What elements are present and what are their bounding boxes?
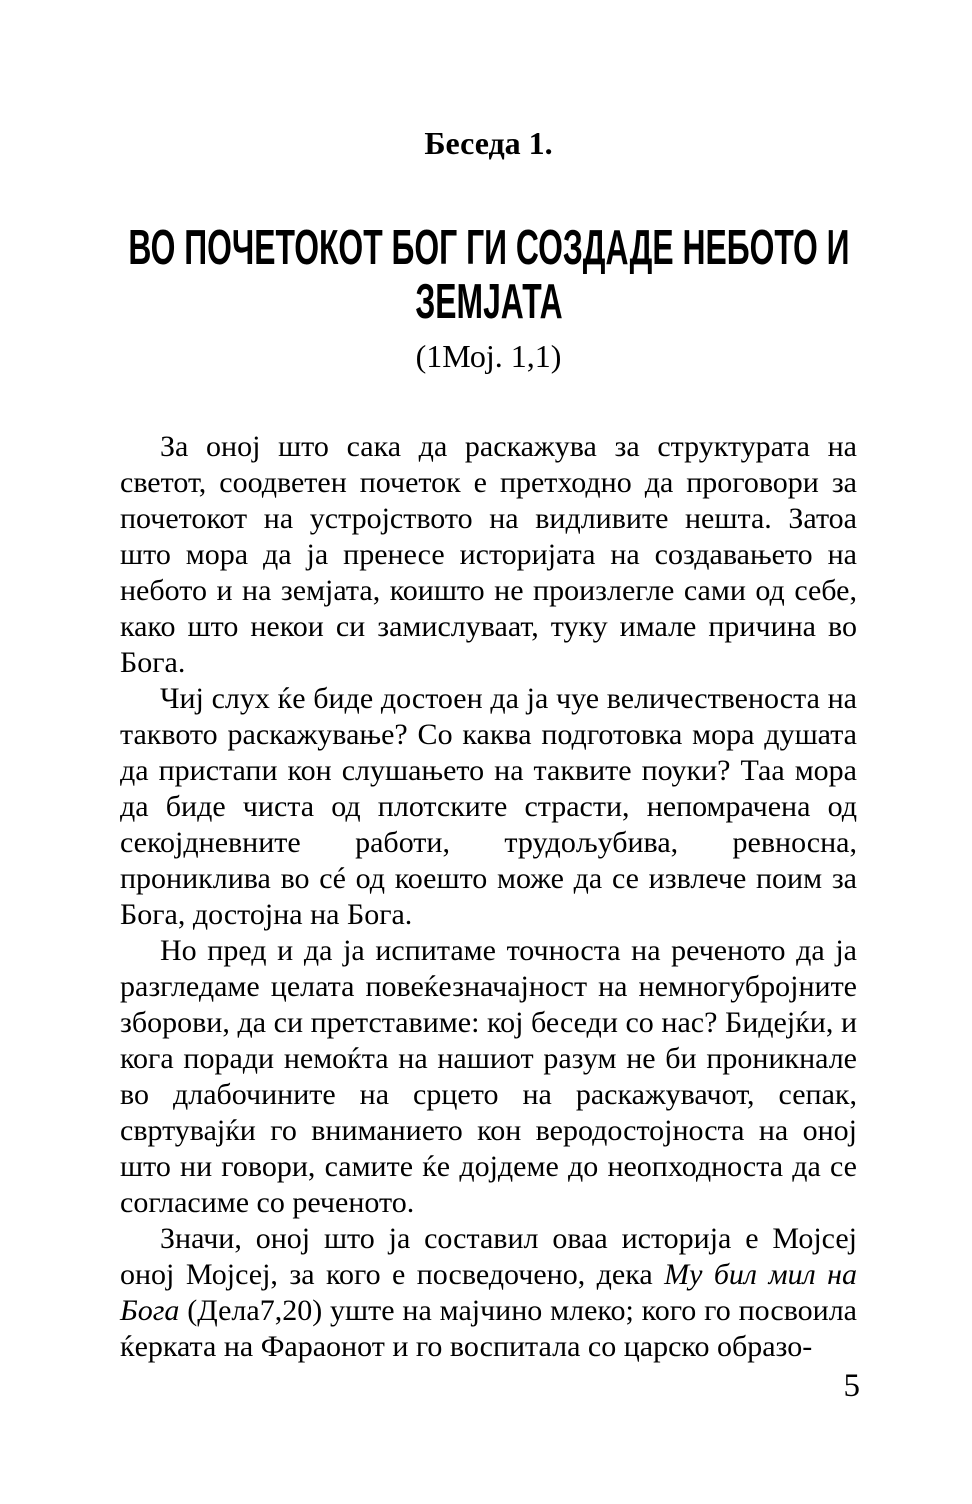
body-paragraph-4 [120, 1221, 857, 1365]
chapter-title-line-1: ВО ПОЧЕТОКОТ БОГ ГИ СОЗДАДЕ НЕБОТО И [128, 221, 850, 275]
body-paragraph-2: Чиј слух ќе биде достоен да ја чуе величественоста на таквото раскажување? Со каква подготовка мора душата да пристапи кон слушањето на таквите поуки? Таа мора да биде чиста од плотските страсти, непомрачена од секојдневните работи, трудољубива, ревносна, прониклива во сé од коешто може да се извлече поим за Бога, достојна на Бога. [120, 682, 857, 931]
body-text [120, 429, 857, 1365]
chapter-heading: Беседа 1. [424, 125, 553, 161]
paragraph-4-segment-regular-1: Значи, оној што ја составил оваа историја е Мојсеј оној Мојсеј, за кого е посведочено, дека [120, 1222, 857, 1291]
paragraph-4-segment-regular-2: (Дела7,20) уште на мајчино млеко; кого го посвоила ќерката на Фараонот и го воспитала со царско образо- [120, 1294, 857, 1363]
body-paragraph-1: За оној што сака да раскажува за структурата на светот, соодветен почеток е претходно да проговори за почетокот на устројството на видливите нешта. Затоа што мора да ја пренесе историјата на создавањето на небото и на земјата, коишто не произлегле сами од себе, како што некои си замислуваат, туку имале причина во Бога. [120, 430, 857, 679]
page-number: 5 [843, 1368, 860, 1404]
paragraph-4-segment-italic-quote: Му бил мил на Бога [120, 1258, 857, 1327]
chapter-title [102, 221, 876, 329]
body-paragraph-3: Но пред и да ја испитаме точноста на реченото да ја разгледаме целата повеќезначајност на немногубројните зборови, да си претставиме: кој беседи со нас? Бидејќи, и кога поради немоќта на нашиот разум не би проникнале во длабочините на срцето на раскажувачот, сепак, свртувајќи го вниманието кон веродостојноста на оној што ни говори, самите ќе дојдеме до неопходноста да се согласиме со реченото. [120, 934, 857, 1219]
scripture-reference: (1Мој. 1,1) [415, 338, 562, 374]
chapter-title-line-2: ЗЕМЈАТА [415, 275, 563, 329]
